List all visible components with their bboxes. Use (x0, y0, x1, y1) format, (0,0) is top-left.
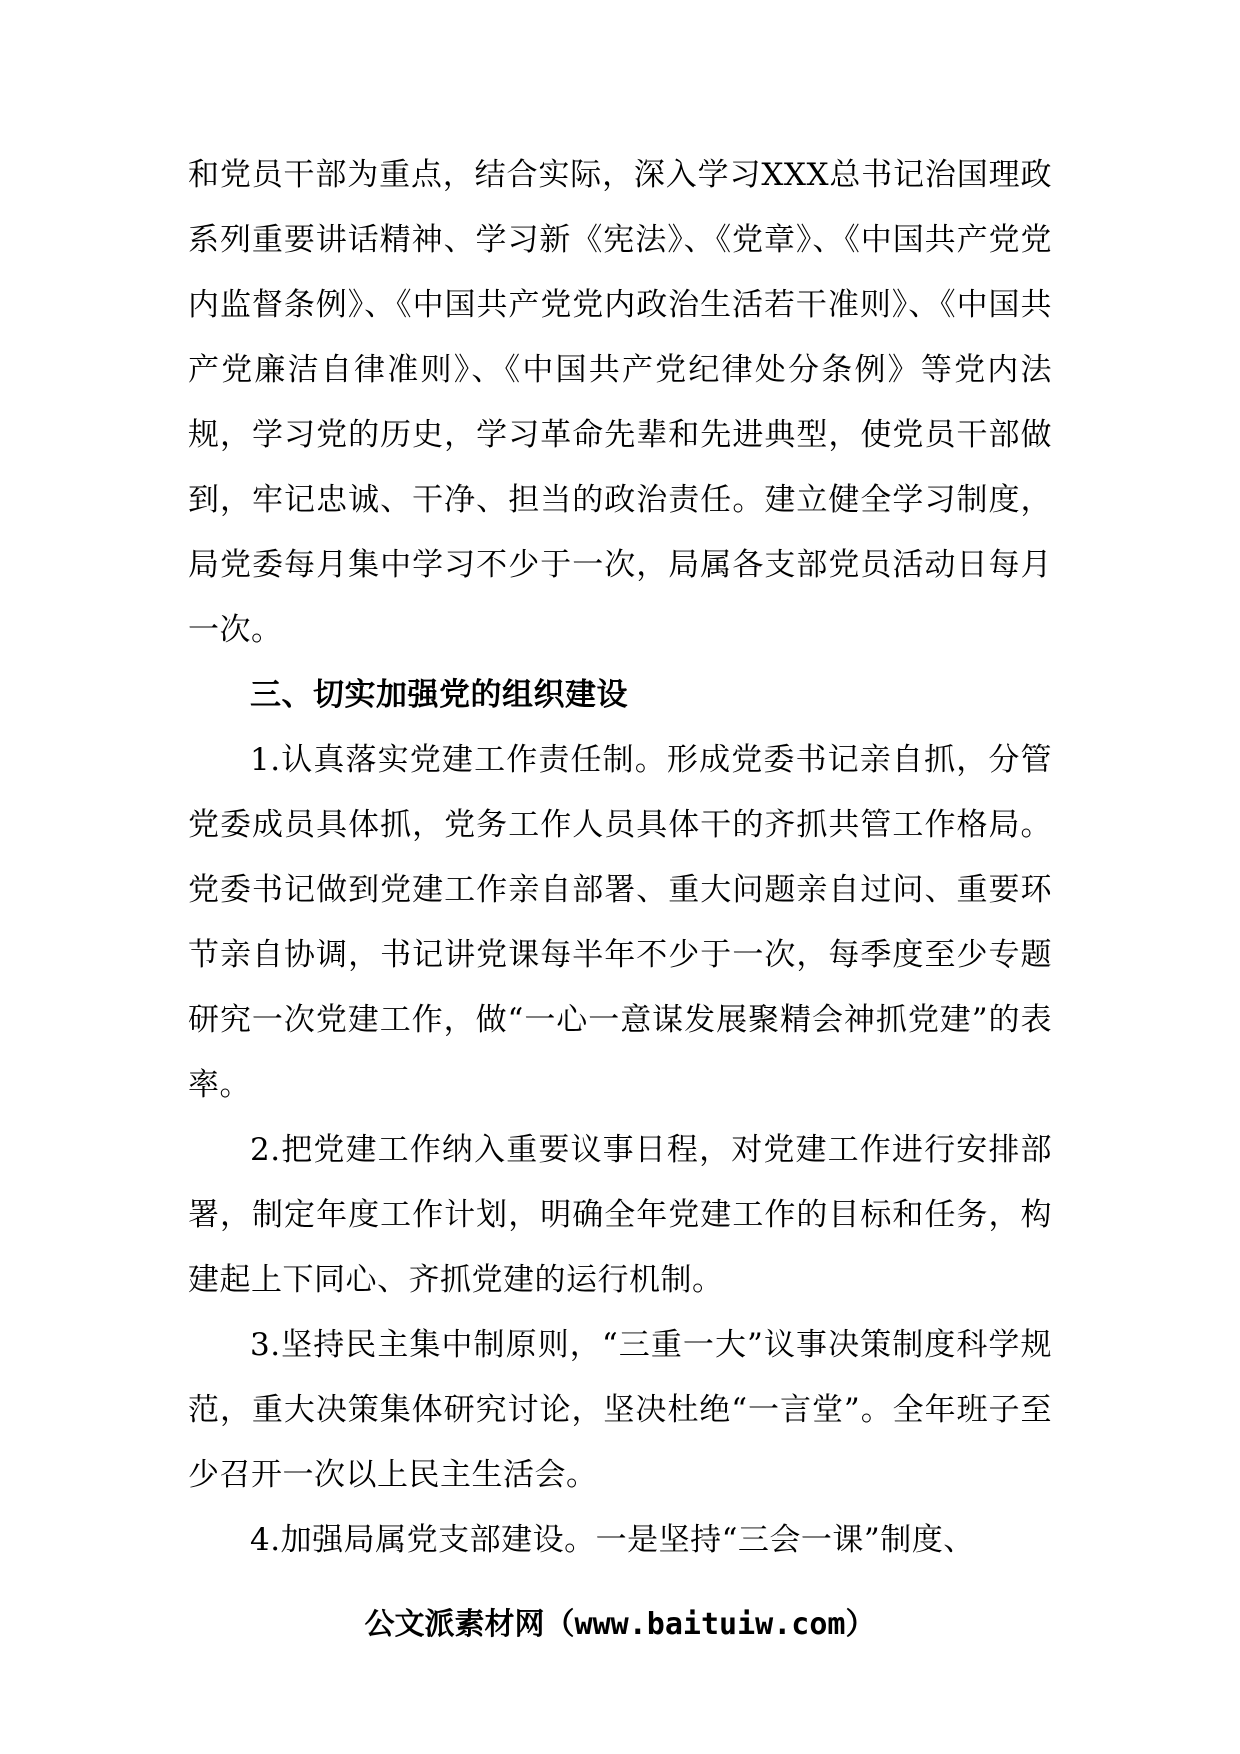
section-heading: 三、切实加强党的组织建设 (250, 677, 628, 713)
list-item: 4.加强局属党支部建设。一是坚持“三会一课”制度、 (250, 1522, 975, 1558)
footer-url[interactable]: （www.baituiw.com） (544, 1607, 876, 1642)
footer-watermark (0, 1600, 1240, 1650)
footer-site-name: 公文派素材网 (364, 1607, 545, 1642)
list-item: 1.认真落实党建工作责任制。形成党委书记亲自抓，分管党委成员具体抓，党务工作人员具体干的齐抓共管工作格局。党委书记做到党建工作亲自部署、重大问题亲自过问、重要环节亲自协调，书记讲党课每半年不少于一次，每季度至少专题研究一次党建工作，做“一心一意谋发展聚精会神抓党建”的表率。 (188, 742, 1052, 1103)
document-body (188, 143, 1052, 1573)
list-item: 2.把党建工作纳入重要议事日程，对党建工作进行安排部署，制定年度工作计划，明确全年党建工作的目标和任务，构建起上下同心、齐抓党建的运行机制。 (188, 1132, 1052, 1298)
list-item: 3.坚持民主集中制原则，“三重一大”议事决策制度科学规范，重大决策集体研究讨论，坚决杜绝“一言堂”。全年班子至少召开一次以上民主生活会。 (188, 1327, 1052, 1493)
paragraph-continued: 和党员干部为重点，结合实际，深入学习XXX总书记治国理政系列重要讲话精神、学习新《宪法》、《党章》、《中国共产党党内监督条例》、《中国共产党党内政治生活若干准则》、《中国共产党廉洁自律准则》、《中国共产党纪律处分条例》等党内法规，学习党的历史，学习革命先辈和先进典型，使党员干部做到，牢记忠诚、干净、担当的政治责任。建立健全学习制度，局党委每月集中学习不少于一次，局属各支部党员活动日每月一次。 (188, 157, 1052, 648)
